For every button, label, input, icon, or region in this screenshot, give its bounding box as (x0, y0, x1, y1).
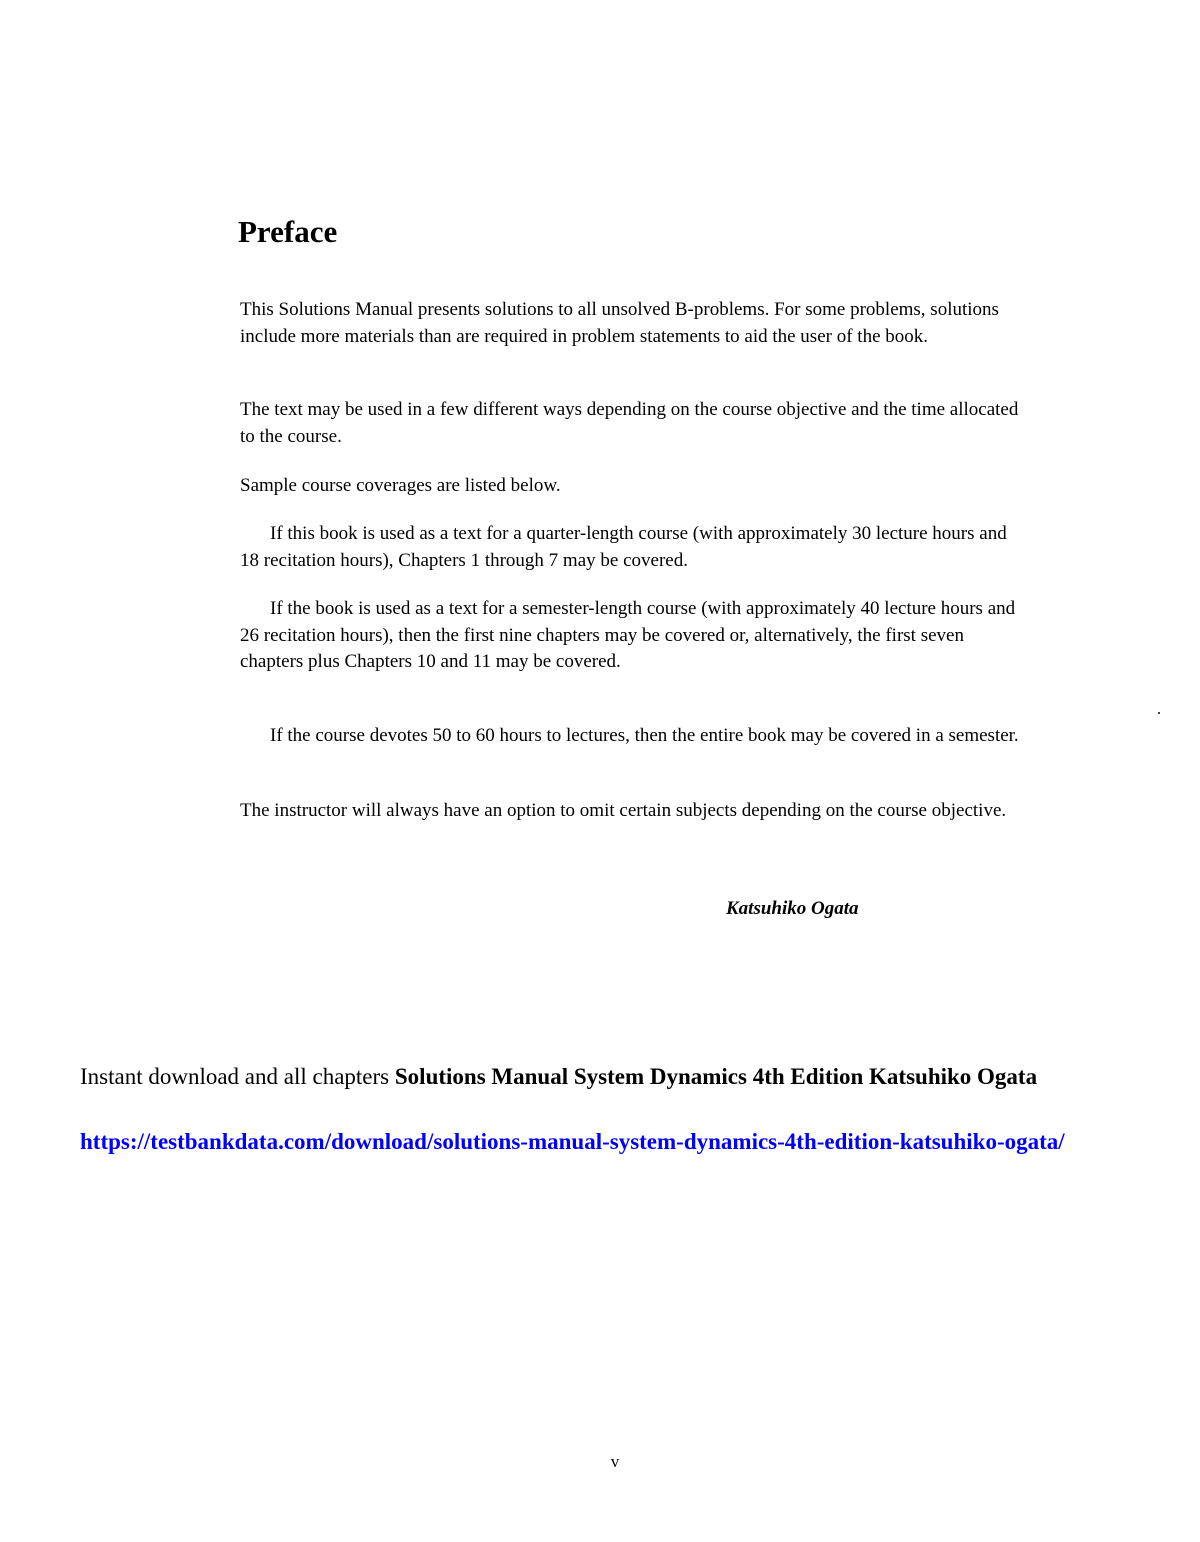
paragraph-semester-course: If the book is used as a text for a semester-length course (with approximately 40 lecture hours and 26 recitation hours), then the first nine chapters may be covered or, alternatively, the first seven chapters plus Chapters 10 and 11 may be covered. (240, 598, 1016, 672)
paragraph-intro: This Solutions Manual presents solutions to all unsolved B-problems. For some problems, solutions include more materials than are required in problem statements to aid the user of the book. (240, 299, 999, 347)
download-link[interactable]: https://testbankdata.com/download/solutions-manual-system-dynamics-4th-edition-katsuhiko-ogata/ (80, 1129, 1065, 1154)
paragraph-quarter-course: If this book is used as a text for a quarter-length course (with approximately 30 lecture hours and 18 recitation hours), Chapters 1 through 7 may be covered. (240, 523, 1007, 571)
paragraph-instructor-option: The instructor will always have an option to omit certain subjects depending on the course objective. (240, 800, 1007, 821)
paragraph-coverage-intro: Sample course coverages are listed below. (240, 475, 561, 496)
promo-title: Solutions Manual System Dynamics 4th Edition Katsuhiko Ogata (394, 1064, 1038, 1089)
paragraph-full-book: If the course devotes 50 to 60 hours to lectures, then the entire book may be covered in a semester. (270, 725, 1019, 746)
page-number: v (610, 1452, 620, 1471)
page-title: Preface (238, 214, 338, 249)
stray-mark (1158, 712, 1160, 714)
promo-text (80, 1062, 1140, 1092)
promo-intro: Instant download and all chapters (80, 1064, 395, 1089)
paragraph-usage: The text may be used in a few different ways depending on the course objective and the time allocated to the course. (240, 399, 1019, 447)
author-signature: Katsuhiko Ogata (726, 898, 859, 919)
